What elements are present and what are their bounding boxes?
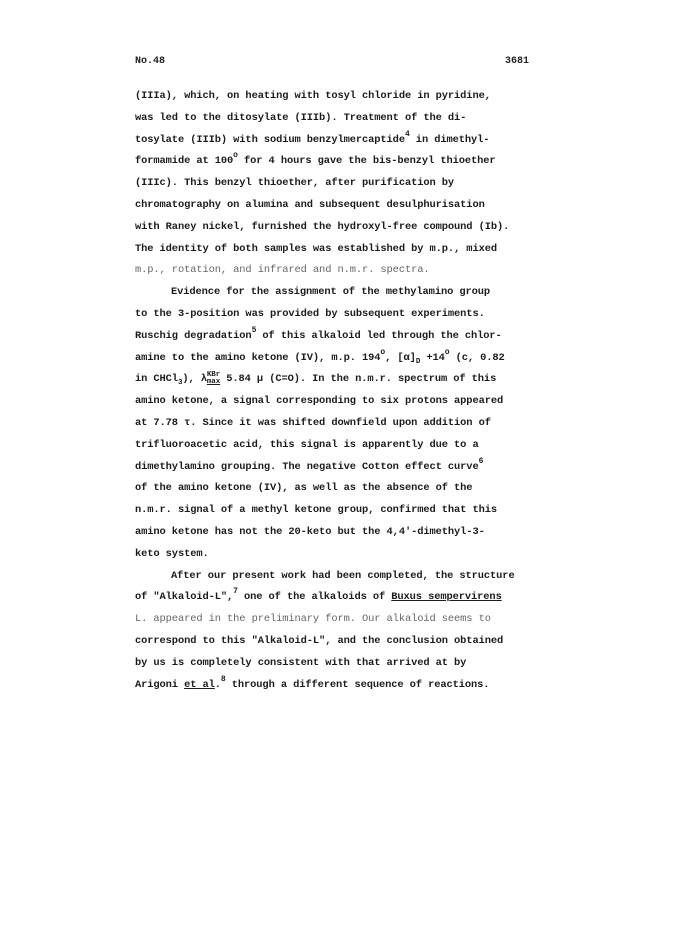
text-line: keto system. xyxy=(135,547,209,560)
text-line: n.m.r. signal of a methyl ketone group, confirmed that this xyxy=(135,504,497,517)
text-line: (IIIc). This benzyl thioether, after purification by xyxy=(135,177,455,190)
text-line: chromatography on alumina and subsequent desulphurisation xyxy=(135,198,485,211)
text-line: was led to the ditosylate (IIIb). Treatment of the di- xyxy=(135,111,467,124)
paragraph-start: Evidence for the assignment of the methylamino group xyxy=(171,286,491,299)
text-line: at 7.78 τ. Since it was shifted downfield upon addition of xyxy=(135,416,491,429)
lambda-max-subscript: KBr max xyxy=(206,370,221,387)
text-line: correspond to this "Alkaloid-L", and the conclusion obtained xyxy=(135,634,504,647)
text-line: amine to the amino ketone (IV), m.p. 194$^o$, $[\alpha]_D +14^o$ (c, 0.82 xyxy=(135,347,505,366)
species-name: Buxus sempervirens xyxy=(391,591,502,604)
text-line: formamide at 100$^o$ for 4 hours gave the bis-benzyl thioether xyxy=(135,151,496,168)
text-line: L. appeared in the preliminary form. Our alkaloid seems to xyxy=(135,613,491,626)
text-line: by us is completely consistent with that arrived at by xyxy=(135,656,467,669)
footnote-ref: 6 xyxy=(478,456,484,466)
text-line: trifluoroacetic acid, this signal is apparently due to a xyxy=(135,438,479,451)
paragraph-start: After our present work had been completed, the structure xyxy=(171,569,515,582)
text-line: The identity of both samples was established by m.p., mixed xyxy=(135,242,497,255)
footnote-ref: 8 xyxy=(220,674,226,684)
text-line: Arigoni et al.$^8$ through a different sequence of reactions. xyxy=(135,674,490,691)
text-line: to the 3-position was provided by subsequent experiments. xyxy=(135,307,485,320)
text-line: Ruschig degradation$^5$ of this alkaloid led through the chlor- xyxy=(135,325,502,342)
text-line: tosylate (IIIb) with sodium benzylmercaptide$^4$ in dimethyl- xyxy=(135,129,490,146)
text-line: (IIIa), which, on heating with tosyl chloride in pyridine, xyxy=(135,90,491,102)
body-text xyxy=(135,86,555,696)
degree-symbol: o xyxy=(233,151,238,161)
text-line: in CHCl$_3$), λ KBr max 5.84 μ (C=O). In the n.m.r. spectrum of this xyxy=(135,370,497,388)
page-number: 3681 xyxy=(505,56,530,67)
text-line: dimethylamino grouping. The negative Cotton effect curve$^6$ xyxy=(135,456,484,473)
text-line: m.p., rotation, and infrared and n.m.r. spectra. xyxy=(135,264,430,277)
text-line: with Raney nickel, furnished the hydroxyl-free compound (Ib). xyxy=(135,220,510,233)
footnote-ref: 7 xyxy=(233,587,238,597)
text-line: amino ketone has not the 20-keto but the 4,4'-dimethyl-3- xyxy=(135,525,485,538)
text-line: amino ketone, a signal corresponding to six protons appeared xyxy=(135,395,504,408)
text-line: of "Alkaloid-L",$^7$ one of the alkaloids of Buxus sempervirens xyxy=(135,587,502,604)
footnote-ref: 4 xyxy=(404,129,410,139)
footnote-ref: 5 xyxy=(251,325,257,335)
text-line: of the amino ketone (IV), as well as the absence of the xyxy=(135,482,473,495)
et-al: et al xyxy=(184,678,215,691)
journal-number: No.48 xyxy=(135,56,166,67)
